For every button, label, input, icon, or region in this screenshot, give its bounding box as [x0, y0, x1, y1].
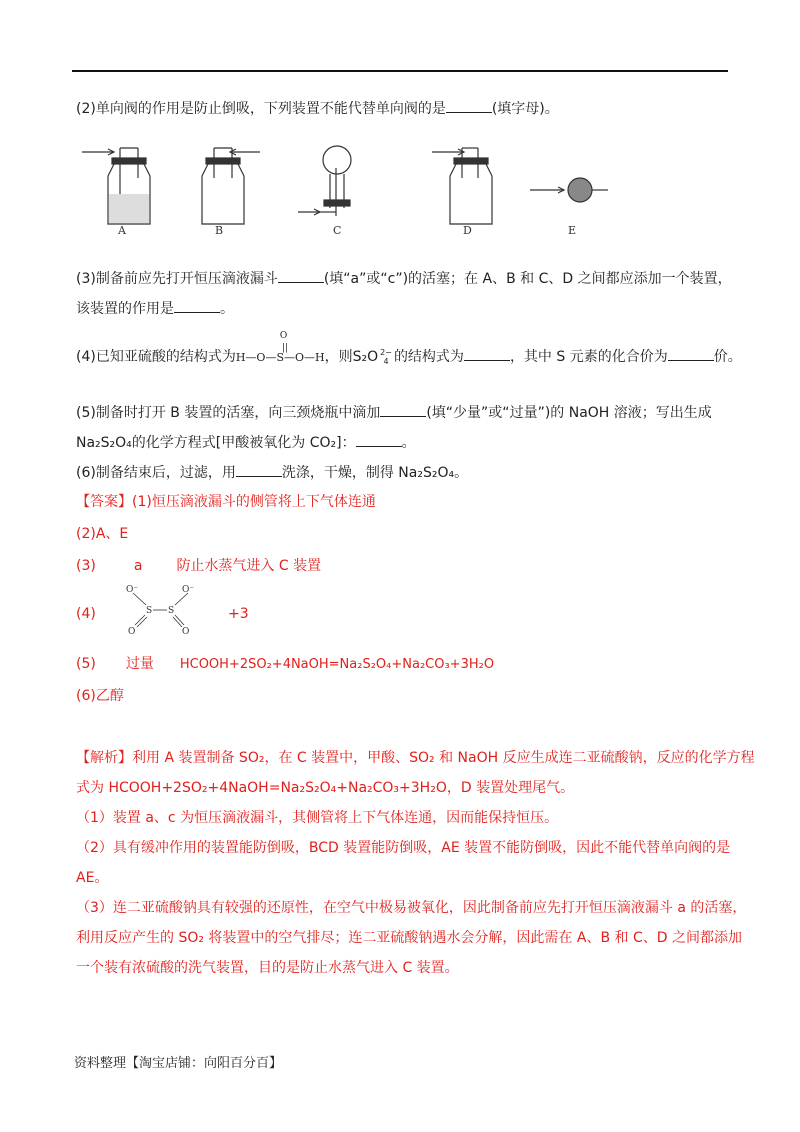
- apparatus-label-d: D: [463, 224, 472, 237]
- apparatus-drawings: [80, 138, 640, 238]
- atom-o-minus-left: O⁻: [126, 585, 139, 595]
- answer-blank: [446, 98, 492, 113]
- question-5-line-1: (5)制备时打开 B 装置的活塞，向三颈烧瓶中滴加 (填“少量”或“过量”)的 NaOH 溶液；写出生成: [76, 402, 712, 423]
- question-2: (2)单向阀的作用是防止倒吸，下列装置不能代替单向阀的是 (填字母)。: [76, 98, 559, 119]
- answer-blank: [236, 462, 282, 477]
- apparatus-label-a: A: [118, 224, 126, 237]
- analysis-line-8: 一个装有浓硫酸的洗气装置，目的是防止水蒸气进入 C 装置。: [76, 960, 459, 976]
- analysis-line-4: （2）具有缓冲作用的装置能防倒吸，BCD 装置能防倒吸，AE 装置不能防倒吸，因此不能代替单向阀的是: [76, 840, 731, 856]
- answer-2: (2)A、E: [76, 526, 129, 542]
- question-3-line-1: (3)制备前应先打开恒压滴液漏斗 (填“a”或“c”)的活塞；在 A、B 和 C、D 之间都应添加一个装置，: [76, 268, 732, 289]
- apparatus-a: [82, 148, 150, 224]
- atom-o-left: O: [128, 627, 136, 637]
- atom-s-right: S: [168, 606, 175, 616]
- apparatus-label-e: E: [568, 224, 577, 237]
- analysis-line-3: （1）装置 a、c 为恒压滴液漏斗，其侧管将上下气体连通，因而能保持恒压。: [76, 810, 559, 826]
- apparatus-label-c: C: [333, 224, 342, 237]
- atom-s-left: S: [146, 606, 153, 616]
- answer-4-num: (4): [76, 606, 96, 622]
- question-3-line-2: 该装置的作用是 。: [76, 298, 234, 319]
- header-rule: [72, 70, 728, 72]
- atom-o-minus-right: O⁻: [182, 585, 195, 595]
- answer-blank: [380, 402, 426, 417]
- analysis-line-5: AE。: [76, 870, 109, 886]
- apparatus-figure: [80, 138, 640, 238]
- apparatus-label-b: B: [215, 224, 224, 237]
- answer-4-valence: +3: [228, 606, 249, 622]
- apparatus-c: [298, 146, 351, 216]
- question-4: (4)已知亚硫酸的结构式为 O || H—O—S—O—H，则S₂O 2− 4 的结构式为 ，其中 S 元素的化合价为 价。: [76, 331, 742, 366]
- answer-blank: [174, 298, 220, 313]
- answer-blank: [464, 346, 510, 361]
- analysis-line-2: 式为 HCOOH+2SO₂+4NaOH=Na₂S₂O₄+Na₂CO₃+3H₂O，D 装置处理尾气。: [76, 780, 575, 796]
- sulfurous-acid-structure: O || H—O—S—O—H: [235, 331, 325, 364]
- answer-blank: [668, 346, 714, 361]
- apparatus-b: [202, 148, 260, 224]
- analysis-line-7: 利用反应产生的 SO₂ 将装置中的空气排尽；连二亚硫酸钠遇水会分解，因此需在 A、B 和 C、D 之间都添加: [76, 930, 742, 946]
- answer-1: 【答案】(1)恒压滴液漏斗的侧管将上下气体连通: [76, 494, 376, 510]
- answer-blank: [356, 432, 402, 447]
- atom-o-right: O: [182, 627, 190, 637]
- answer-5: (5) 过量 HCOOH+2SO₂+4NaOH=Na₂S₂O₄+Na₂CO₃+3H₂O: [76, 656, 495, 672]
- analysis-line-1: 【解析】利用 A 装置制备 SO₂，在 C 装置中，甲酸、SO₂ 和 NaOH 反应生成连二亚硫酸钠，反应的化学方程: [76, 750, 755, 766]
- dithionite-structure: [120, 582, 200, 638]
- answer-3: (3) a 防止水蒸气进入 C 装置: [76, 558, 322, 574]
- apparatus-e: [530, 178, 608, 202]
- answer-6: (6)乙醇: [76, 688, 124, 704]
- ion-charge: 2− 4: [380, 348, 392, 366]
- analysis-line-6: （3）连二亚硫酸钠具有较强的还原性，在空气中极易被氧化，因此制备前应先打开恒压滴液漏斗 a 的活塞，: [76, 900, 747, 916]
- question-5-line-2: Na₂S₂O₄的化学方程式[甲酸被氧化为 CO₂]： 。: [76, 432, 416, 453]
- answer-blank: [278, 268, 324, 283]
- question-6: (6)制备结束后，过滤，用 洗涤，干燥，制得 Na₂S₂O₄。: [76, 462, 468, 483]
- footer-source: 资料整理【淘宝店铺：向阳百分百】: [74, 1056, 283, 1071]
- apparatus-d: [432, 148, 492, 224]
